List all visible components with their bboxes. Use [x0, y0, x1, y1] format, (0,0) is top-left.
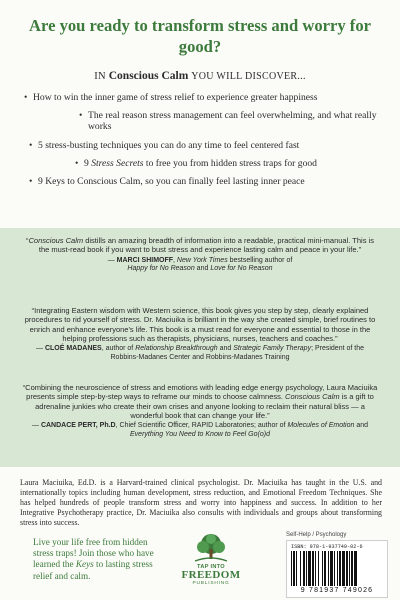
publisher-line2: FREEDOM — [181, 569, 241, 581]
callout-text: Live your life free from hidden stress traps! Join those who have learned the Keys to lasting stress relief and calm. — [33, 537, 154, 581]
intro-suffix: YOU WILL DISCOVER... — [191, 71, 306, 82]
testimonials-panel — [0, 228, 400, 467]
testimonial-attribution: — CLOÉ MADANES, author of Relationship Breakthrough and Strategic Family Therapy; President of the Robbins-Madanes Center and Robbins-Madanes Training — [35, 345, 364, 361]
headline: Are you ready to transform stress and worry for good? — [29, 16, 371, 56]
list-item: • 9 Stress Secrets to free you from hidden stress traps for good — [75, 157, 317, 169]
barcode-number: 9 781937 749026 — [300, 587, 374, 594]
publisher-line3: PUBLISHING — [192, 581, 230, 586]
isbn-label: ISBN: 978-1-937749-02-6 — [291, 544, 363, 550]
testimonial-text: “Conscious Calm distills an amazing breadth of information into a readable, practical mini-manual. This is the must-read book if you want to bust stress and experience lasting calm and peace in your life.” — [26, 236, 374, 255]
bullet-icon: • — [24, 92, 28, 103]
testimonial-attribution: — MARCI SHIMOFF, New York Times bestselling author of Happy for No Reason and Love for No Reason — [107, 256, 293, 273]
publisher-line1: TAP INTO — [197, 564, 225, 570]
testimonial-text: “Integrating Eastern wisdom with Western science, this book gives you step by step, clearly explained procedures to rid yourself of stress. Dr. Maciuika is brilliant in the way she created simple, brief routines to enrich and enhance everyone's life. This book is a must read for everyone and essential to those in the helping professions such as therapists, physicians, nurses, teachers and coaches.” — [24, 306, 376, 343]
list-item: • 9 Keys to Conscious Calm, so you can finally feel lasting inner peace — [29, 176, 305, 188]
testimonial-attribution: — CANDACE PERT, Ph.D, Chief Scientific Officer, RAPID Laboratories; author of Molecules of Emotion and Everything You Need to Know to Feel Go(o)d — [31, 422, 369, 438]
bullet-icon: • — [75, 157, 79, 169]
testimonial-text: “Combining the neuroscience of stress and emotions with leading edge energy psychology, Laura Maciuika presents simple step-by-step ways to reframe our minds to choose calmness. Conscious Calm is a gift to adrenaline junkies who create their own crises and anyone looking to reclaim their natural bliss — a wonderful book that can change your life.” — [22, 383, 378, 420]
testimonial — [22, 236, 378, 274]
bullet-icon: • — [29, 176, 33, 188]
testimonial — [22, 306, 378, 362]
barcode-box — [286, 540, 388, 598]
publisher-logo — [178, 533, 244, 597]
list-item: • 5 stress-busting techniques you can do any time to feel centered fast — [29, 139, 300, 151]
bullet-icon: • — [79, 110, 83, 122]
bullet-icon: • — [29, 139, 33, 151]
barcode-icon — [291, 551, 383, 586]
author-bio: Laura Maciuika, Ed.D. is a Harvard-trained clinical psychologist. Dr. Maciuika has taught in the U.S. and internationally topics including human development, stress reduction, and Emotional Freedom Techniques. She has helped hundreds of people transform stress and worry into happiness and success. In addition to her Integrative Psychotherapy practice, Dr. Maciuika also consults with individuals and groups about transforming stress into success. — [20, 478, 382, 527]
testimonial — [22, 383, 378, 439]
intro-prefix: IN — [94, 71, 106, 82]
list-item: • The real reason stress management can feel overwhelming, and what really works — [79, 110, 377, 133]
book-category: Self-Help / Psychology — [286, 532, 347, 538]
tree-icon — [193, 533, 229, 563]
discover-list — [24, 92, 384, 194]
intro-line — [0, 70, 400, 82]
intro-book-title: Conscious Calm — [108, 70, 189, 82]
list-item: • How to win the inner game of stress relief to experience greater happiness — [24, 92, 318, 103]
